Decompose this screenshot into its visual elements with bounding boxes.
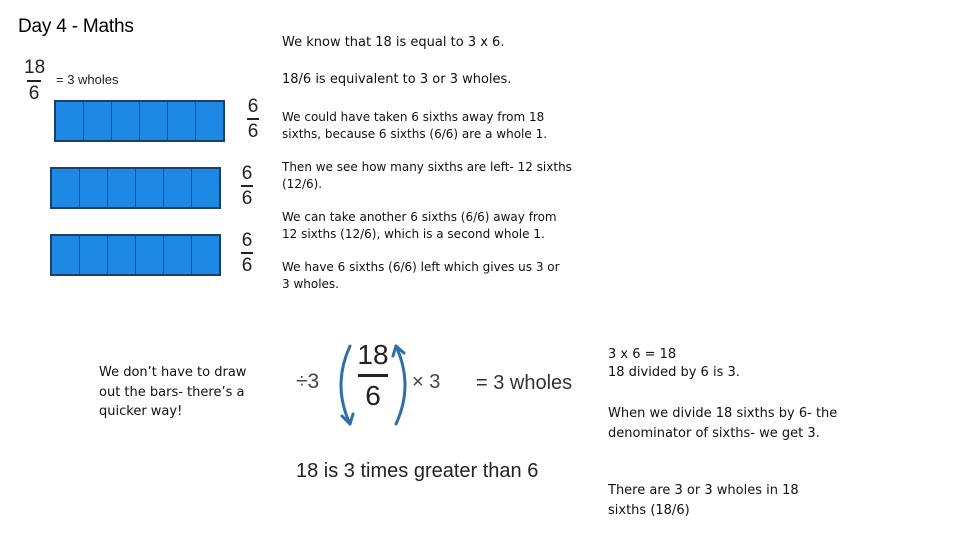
fraction-bar-1 [54,100,225,142]
explanation-5: We can take another 6 sixths (6/6) away from 12 sixths (12/6), which is a second whole 1. [282,210,557,241]
bar-1-fraction [246,97,260,141]
top-fraction-numerator: 18 [24,57,46,78]
bar-cell [56,102,84,140]
bar-cell [108,169,136,207]
diagram-caption: 18 is 3 times greater than 6 [296,460,539,482]
diagram-equals-text: = 3 wholes [476,372,573,394]
right-note-para-2: When we divide 18 sixths by 6- the denominator of sixths- we get 3. [608,406,838,441]
bar-cell [108,236,136,274]
bar-3-numerator: 6 [241,230,253,251]
explanation-6: We have 6 sixths (6/6) left which gives us 3 or 3 wholes. [282,260,560,291]
fraction-bar-3 [50,234,221,276]
fraction-line [241,185,253,187]
bar-cell [84,102,112,140]
bar-cell [164,236,192,274]
bar-cell [168,102,196,140]
bar-1-numerator: 6 [247,96,259,117]
bar-cell [52,169,80,207]
diagram-fraction [352,340,394,411]
diagram-denominator: 6 [365,379,381,411]
explanation-4: Then we see how many sixths are left- 12 sixths (12/6). [282,160,572,191]
bar-cell [196,102,223,140]
bar-cell [80,169,108,207]
bar-cell [136,169,164,207]
top-equals-text: = 3 wholes [56,72,119,87]
bar-cell [80,236,108,274]
divide-by-3-label: ÷3 [296,370,320,393]
right-note-block [608,346,838,382]
explanation-3: We could have taken 6 sixths away from 18 sixths, because 6 sixths (6/6) are a whole 1. [282,110,548,141]
bar-cell [140,102,168,140]
bar-cell [112,102,140,140]
fraction-line [241,252,253,254]
page-title: Day 4 - Maths [18,16,134,37]
right-note-para-3: There are 3 or 3 wholes in 18 sixths (18/6) [608,483,799,518]
fraction-line [358,374,388,377]
explanation-1: We know that 18 is equal to 3 x 6. [282,35,505,50]
quicker-way-note: We don’t have to draw out the bars- there’s a quicker way! [99,365,247,419]
bar-cell [192,236,219,274]
bar-cell [136,236,164,274]
explanation-2: 18/6 is equivalent to 3 or 3 wholes. [282,72,512,87]
multiply-by-3-label: × 3 [412,371,441,393]
top-fraction-denominator: 6 [28,83,40,104]
bar-cell [164,169,192,207]
top-fraction [24,58,44,104]
fraction-line [27,80,41,82]
fraction-bar-2 [50,167,221,209]
bar-2-denominator: 6 [241,188,253,209]
right-note-line-2: 18 divided by 6 is 3. [608,365,740,380]
bar-cell [52,236,80,274]
bar-2-fraction [240,164,254,208]
bar-3-fraction [240,231,254,275]
right-note-line-1: 3 x 6 = 18 [608,347,677,362]
fraction-line [247,118,259,120]
diagram-numerator: 18 [357,339,389,370]
bar-2-numerator: 6 [241,163,253,184]
bar-cell [192,169,219,207]
bar-1-denominator: 6 [247,121,259,142]
bar-3-denominator: 6 [241,255,253,276]
